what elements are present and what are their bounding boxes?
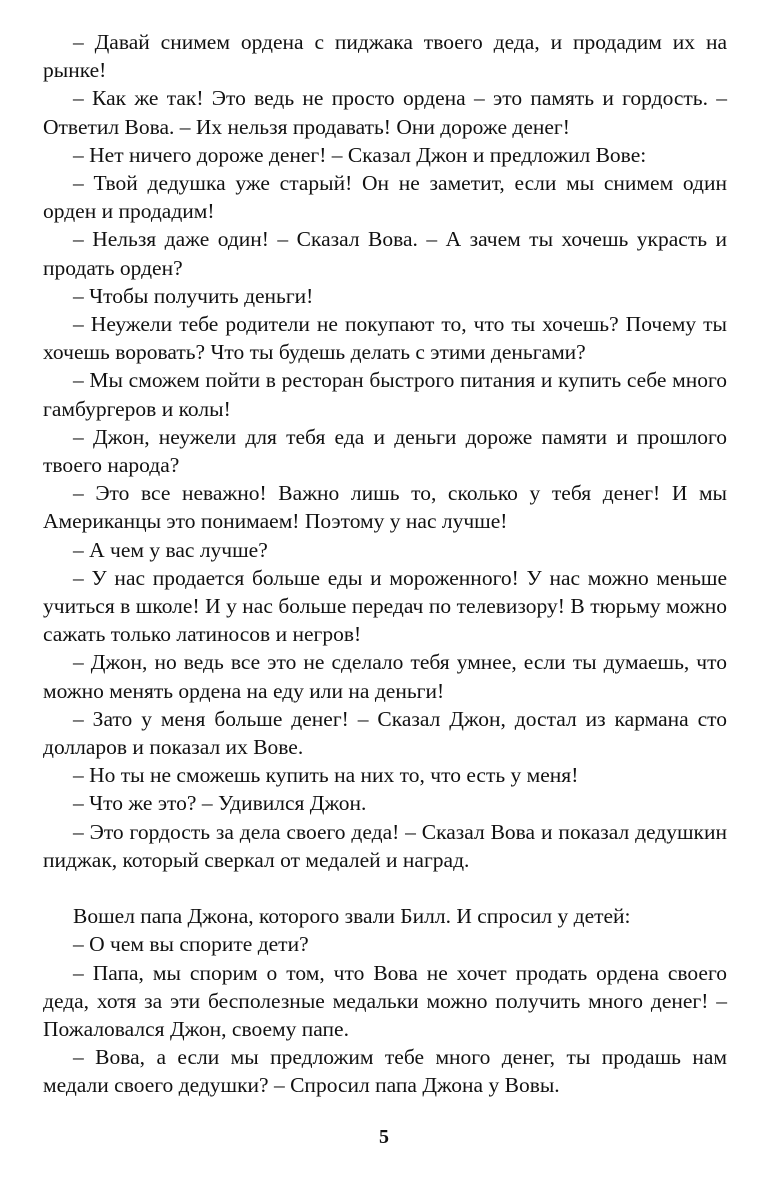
paragraph: – Джон, неужели для тебя еда и деньги дороже памяти и прошлого твоего народа? [43,424,727,478]
paragraph: – Давай снимем ордена с пиджака твоего деда, и продадим их на рынке! [43,30,727,83]
paragraph: – О чем вы спорите дети? [73,932,309,957]
paragraph: – А чем у вас лучше? [73,537,268,562]
page-number: 5 [379,1126,389,1148]
paragraph: – Папа, мы спорим о том, что Вова не хочет продать ордена своего деда, хотя за эти бесполезные медальки можно получить много денег! – Пожаловался Джон, своему папе. [43,960,727,1041]
paragraph: – Неужели тебе родители не покупают то, что ты хочешь? Почему ты хочешь воровать? Что ты будешь делать с этими деньгами? [43,312,727,365]
paragraph: – Что же это? – Удивился Джон. [73,791,367,816]
paragraph: – Но ты не сможешь купить на них то, что есть у меня! [73,763,579,788]
paragraph: – Зато у меня больше денег! – Сказал Джон, достал из кармана сто долларов и показал их Вове. [43,706,727,760]
paragraph: – Как же так! Это ведь не просто ордена – это память и гордость. – Ответил Вова. – Их нельзя продавать! Они дороже денег! [43,86,727,139]
text-section-1 [43,28,727,874]
book-page-text [43,28,727,1100]
paragraph: – У нас продается больше еды и мороженного! У нас можно меньше учиться в школе! И у нас больше передач по телевизору! В тюрьму можно сажать только латиносов и негров! [43,565,727,647]
paragraph: – Это гордость за дела своего деда! – Сказал Вова и показал дедушкин пиджак, который сверкал от медалей и наград. [43,819,727,872]
paragraph: – Мы сможем пойти в ресторан быстрого питания и купить себе много гамбургеров и колы! [43,368,727,421]
text-section-2 [43,902,727,1099]
paragraph: – Твой дедушка уже старый! Он не заметит, если мы снимем один орден и продадим! [43,171,727,224]
section-gap [43,874,727,902]
paragraph: – Нельзя даже один! – Сказал Вова. – А зачем ты хочешь украсть и продать орден? [43,227,727,280]
paragraph: – Вова, а если мы предложим тебе много денег, ты продашь нам медали своего дедушки? – Спросил папа Джона у Вовы. [43,1045,727,1098]
paragraph: – Джон, но ведь все это не сделало тебя умнее, если ты думаешь, что можно менять ордена на еду или на деньги! [43,650,727,703]
paragraph: – Это все неважно! Важно лишь то, сколько у тебя денег! И мы Американцы это понимаем! Поэтому у нас лучше! [43,481,727,534]
paragraph: – Нет ничего дороже денег! – Сказал Джон и предложил Вове: [73,142,647,167]
paragraph: – Чтобы получить деньги! [73,283,314,308]
paragraph: Вошел папа Джона, которого звали Билл. И спросил у детей: [73,904,631,929]
